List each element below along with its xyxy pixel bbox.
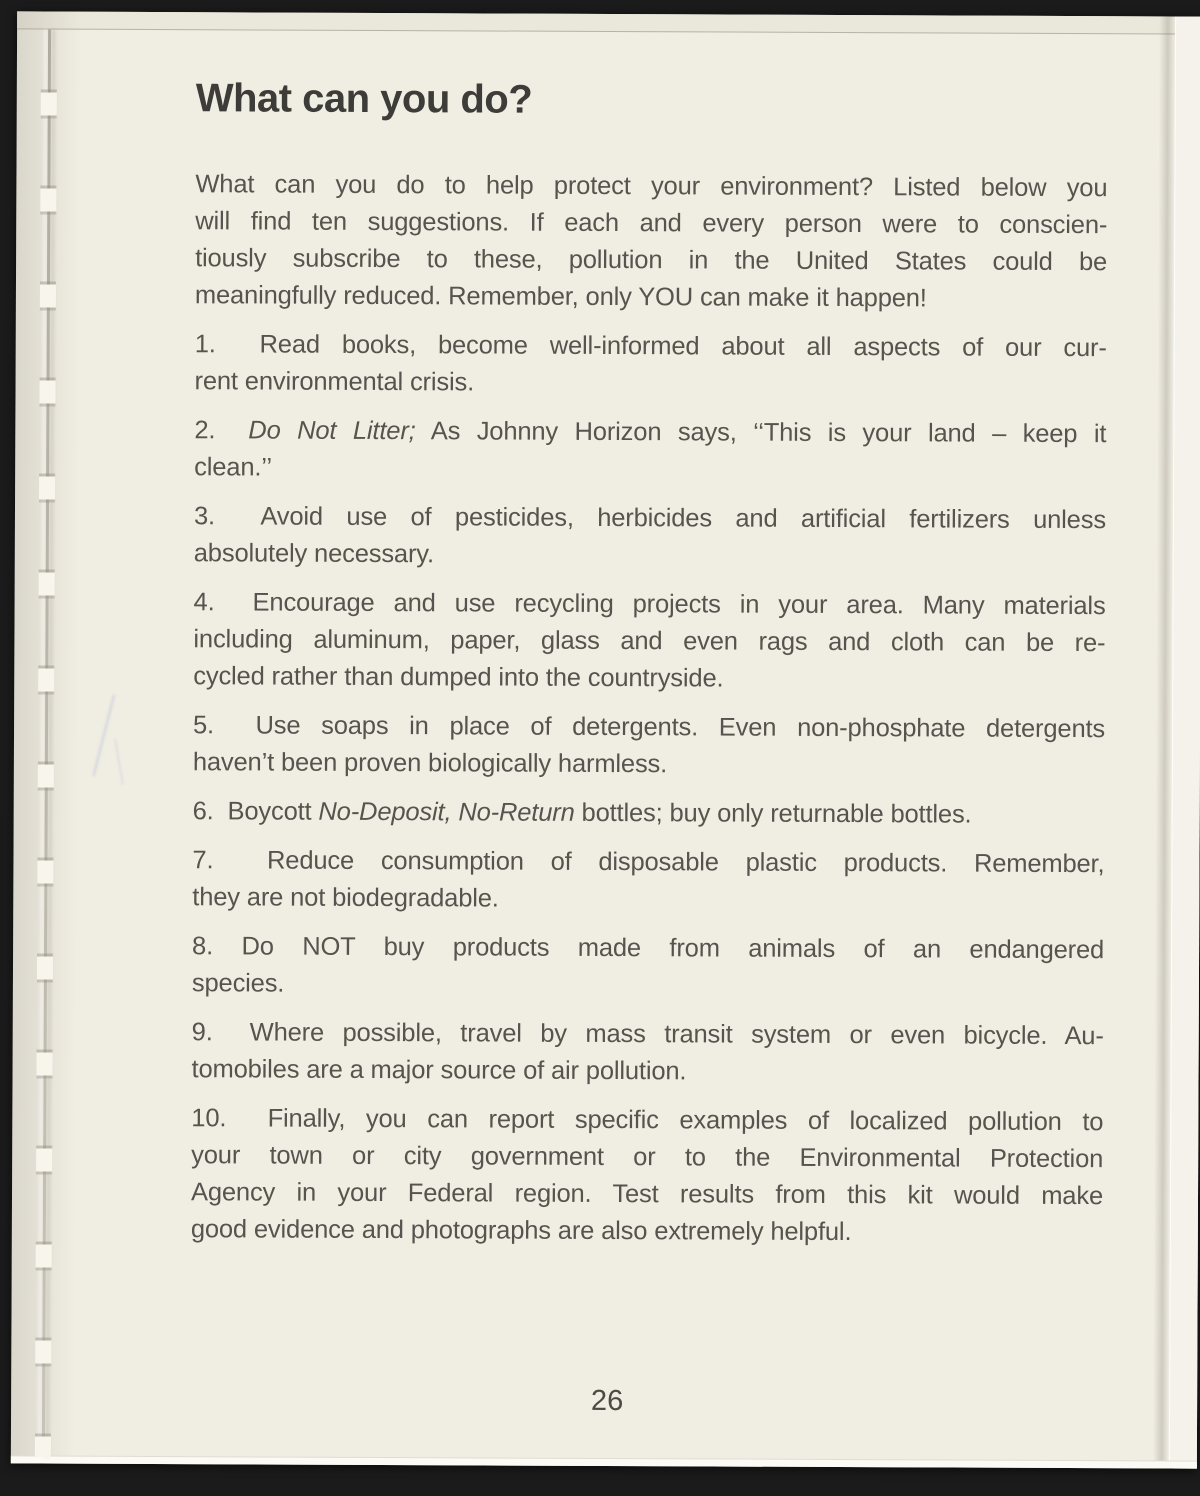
list-item: 10. Finally, you can report specific examples of localized pollution to your town or city government or to the Environmental Protection Agency in your Federal region. Test results from this kit would make good evidence and photographs are also extremely helpful. [190,1104,1104,1247]
list-item: 2. Do Not Litter; As Johnny Horizon says, ‘‘This is your land – keep it clean.’’ [194,416,1107,482]
suggestions-list [191,326,1107,1252]
list-item: 6. Boycott No-Deposit, No-Return bottles; buy only returnable bottles. [192,797,972,829]
book-page [11,11,1200,1468]
pen-mark [114,737,136,785]
list-item: 8. Do NOT buy products made from animals of an endangered species. [191,932,1105,998]
page-title: What can you do? [195,76,533,122]
list-item: 9. Where possible, travel by mass transit system or even bicycle. Au- tomobiles are a major source of air pollution. [191,1018,1104,1086]
list-item: 7. Reduce consumption of disposable plastic products. Remember, they are not biodegradable. [192,846,1105,913]
list-item: 5. Use soaps in place of detergents. Even non-phosphate detergents haven’t been proven biologically harmless. [192,711,1106,779]
page-number: 26 [590,1384,624,1418]
content-block [191,76,1108,1264]
list-item: 4. Encourage and use recycling projects in your area. Many materials including aluminum, paper, glass and even rags and cloth can be re- cycled rather than dumped into the countryside. [193,588,1106,693]
intro-paragraph: What can you do to help protect your environment? Listed below you will find ten suggestions. If each and every person were to conscien- tiously subscribe to these, pollution in the United States could be meaningfully reduced. Remember, only YOU can make it happen! [194,170,1108,313]
list-item: 1. Read books, become well-informed about all aspects of our cur- rent environmental crisis. [194,330,1107,397]
page-top-edge [17,11,1200,34]
list-item: 3. Avoid use of pesticides, herbicides and artificial fertilizers unless absolutely necessary. [193,502,1107,569]
